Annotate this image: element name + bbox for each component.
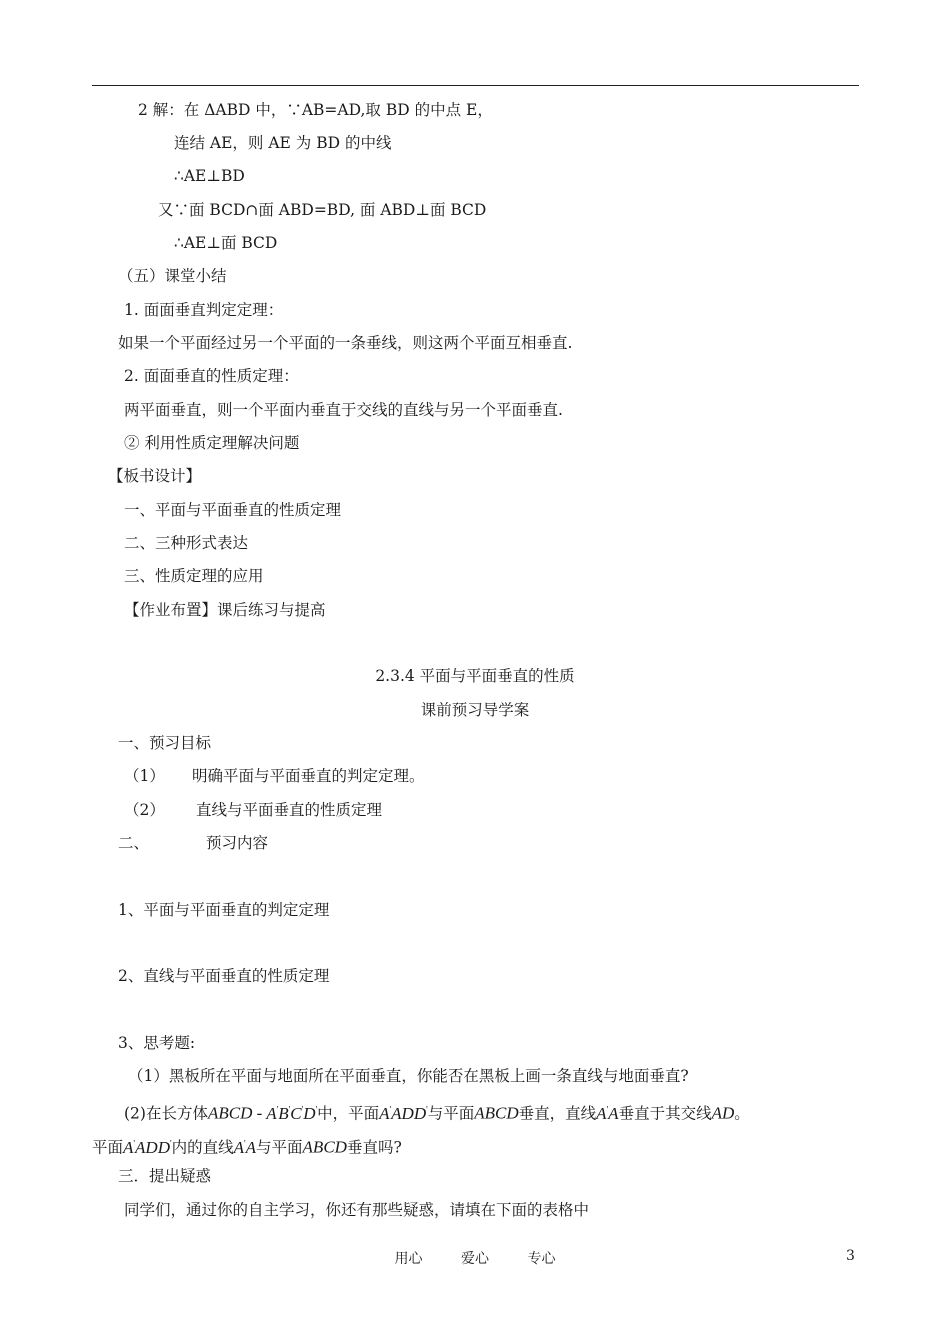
section-subtitle: 课前预习导学案 xyxy=(420,701,530,719)
footer-item-1: 用心 xyxy=(394,1251,423,1267)
proof-line-4: 又∵面 BCD∩面 ABD=BD, 面 ABD⊥面 BCD xyxy=(158,201,487,219)
math-abcd: ABCD xyxy=(207,1103,253,1123)
math-plane-aadd-2: A'ADD' xyxy=(123,1137,172,1157)
goal-1-number: （1） xyxy=(124,767,165,785)
proof-line-3: ∴AE⊥BD xyxy=(174,167,245,185)
math-plane-aadd: A'ADD' xyxy=(379,1103,428,1123)
math-line-aa: A'A xyxy=(596,1103,619,1123)
math-prime-abcd: A'B'C'D' xyxy=(266,1103,318,1123)
board-heading: 【板书设计】 xyxy=(108,467,202,485)
goal-2-text: 直线与平面垂直的性质定理 xyxy=(196,801,383,819)
math-abcd-3: ABCD xyxy=(302,1137,347,1157)
summary-heading: （五）课堂小结 xyxy=(118,267,227,285)
summary-item3: ② 利用性质定理解决问题 xyxy=(124,434,300,452)
content-heading-number: 二、 xyxy=(118,834,150,852)
math-abcd-2: ABCD xyxy=(474,1103,519,1123)
homework-line: 【作业布置】课后练习与提高 xyxy=(124,601,326,619)
footer-item-2: 爱心 xyxy=(461,1251,489,1267)
page-footer xyxy=(0,1248,950,1268)
goal-1-text: 明确平面与平面垂直的判定定理。 xyxy=(192,767,425,785)
math-ad: AD xyxy=(711,1103,735,1123)
proof-line-1: 2 解：在 ΔABD 中，∵AB=AD,取 BD 的中点 E， xyxy=(138,101,493,119)
board-item-2: 二、三种形式表达 xyxy=(124,534,249,552)
proof-line-5: ∴AE⊥面 BCD xyxy=(174,234,278,252)
summary-item2-title: 2. 面面垂直的性质定理： xyxy=(124,367,299,385)
content-item-2: 2、直线与平面垂直的性质定理 xyxy=(118,967,330,985)
board-item-1: 一、平面与平面垂直的性质定理 xyxy=(124,501,342,519)
content-item-1: 1、平面与平面垂直的判定定理 xyxy=(118,901,330,919)
header-rule xyxy=(92,85,859,86)
section-title: 2.3.4 平面与平面垂直的性质 xyxy=(375,667,575,685)
summary-item2-body: 两平面垂直，则一个平面内垂直于交线的直线与另一个平面垂直. xyxy=(124,401,563,419)
page-number: 3 xyxy=(846,1248,855,1264)
proof-line-2: 连结 AE，则 AE 为 BD 的中线 xyxy=(174,134,392,152)
goals-heading: 一、预习目标 xyxy=(118,734,212,752)
summary-item1-body: 如果一个平面经过另一个平面的一条垂线，则这两个平面互相垂直. xyxy=(118,334,573,352)
goal-2-number: （2） xyxy=(124,801,165,819)
question-2-line-2: 平面A'ADD'内的直线A'A与平面ABCD垂直吗? xyxy=(92,1137,402,1157)
content-heading-text: 预习内容 xyxy=(206,834,269,852)
math-line-aa-2: A'A xyxy=(233,1137,257,1157)
question-2-line-1: (2)在长方体ABCD - A'B'C'D'中，平面A'ADD'与平面ABCD垂直，直线A'A垂直于其交线AD。 xyxy=(124,1103,750,1123)
board-item-3: 三、性质定理的应用 xyxy=(124,567,264,585)
content-item-3: 3、思考题: xyxy=(118,1034,196,1052)
footer-item-3: 专心 xyxy=(527,1251,556,1267)
summary-item1-title: 1. 面面垂直判定定理： xyxy=(124,301,284,319)
question-1: （1）黑板所在平面与地面所在平面垂直，你能否在黑板上画一条直线与地面垂直? xyxy=(128,1067,689,1085)
doubts-body: 同学们，通过你的自主学习，你还有那些疑惑，请填在下面的表格中 xyxy=(124,1201,590,1219)
doubts-heading: 三．提出疑惑 xyxy=(118,1167,212,1185)
